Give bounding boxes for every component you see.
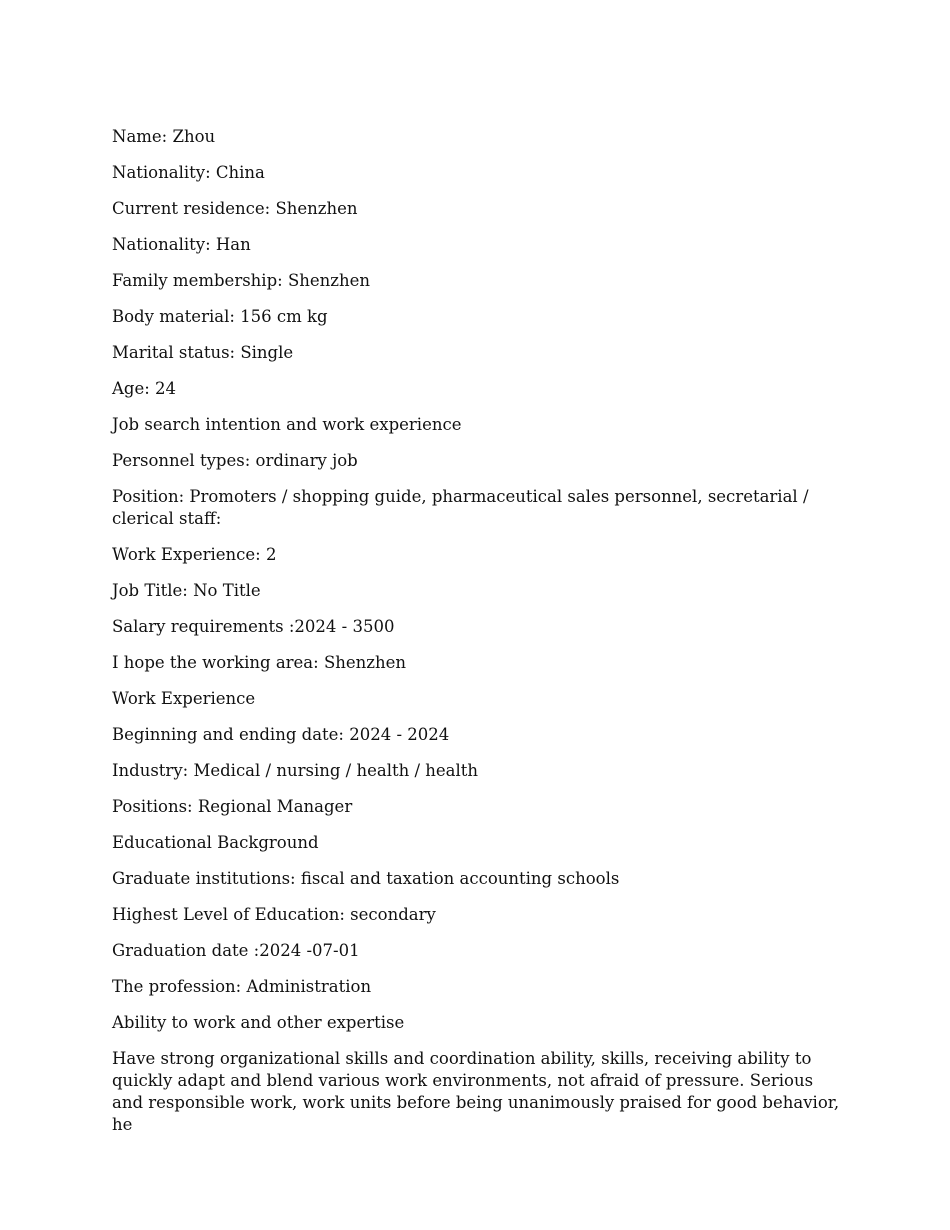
- expertise-heading: Ability to work and other expertise: [112, 1013, 405, 1032]
- family-membership-line: Family membership: Shenzhen: [112, 271, 370, 290]
- salary-requirements-line: Salary requirements :2024 - 3500: [112, 617, 395, 636]
- education-level-line: Highest Level of Education: secondary: [112, 905, 436, 924]
- working-area-line: I hope the working area: Shenzhen: [112, 653, 406, 672]
- age-line: Age: 24: [112, 379, 177, 398]
- positions-line: Positions: Regional Manager: [112, 797, 353, 816]
- job-title-line: Job Title: No Title: [112, 581, 261, 600]
- position-line: Position: Promoters / shopping guide, pharmaceutical sales personnel, secretarial / clerical staff:: [112, 487, 809, 528]
- graduation-date-line: Graduation date :2024 -07-01: [112, 941, 360, 960]
- expertise-paragraph: Have strong organizational skills and coordination ability, skills, receiving ability to quickly adapt and blend various work environments, not afraid of pressure. Serious and responsible work, work units before being unanimously praised for good behavior, he: [112, 1049, 840, 1134]
- current-residence-line: Current residence: Shenzhen: [112, 199, 358, 218]
- ethnicity-line: Nationality: Han: [112, 235, 251, 254]
- name-line: Name: Zhou: [112, 127, 216, 146]
- work-experience-years-line: Work Experience: 2: [112, 545, 277, 564]
- marital-status-line: Marital status: Single: [112, 343, 294, 362]
- nationality-line: Nationality: China: [112, 163, 265, 182]
- date-range-line: Beginning and ending date: 2024 - 2024: [112, 725, 450, 744]
- education-heading: Educational Background: [112, 833, 319, 852]
- body-material-line: Body material: 156 cm kg: [112, 307, 328, 326]
- industry-line: Industry: Medical / nursing / health / health: [112, 761, 479, 780]
- work-experience-heading: Work Experience: [112, 689, 256, 708]
- resume-content: [112, 126, 842, 1136]
- graduate-institution-line: Graduate institutions: fiscal and taxation accounting schools: [112, 869, 620, 888]
- job-intention-heading: Job search intention and work experience: [112, 415, 462, 434]
- personnel-types-line: Personnel types: ordinary job: [112, 451, 358, 470]
- profession-line: The profession: Administration: [112, 977, 372, 996]
